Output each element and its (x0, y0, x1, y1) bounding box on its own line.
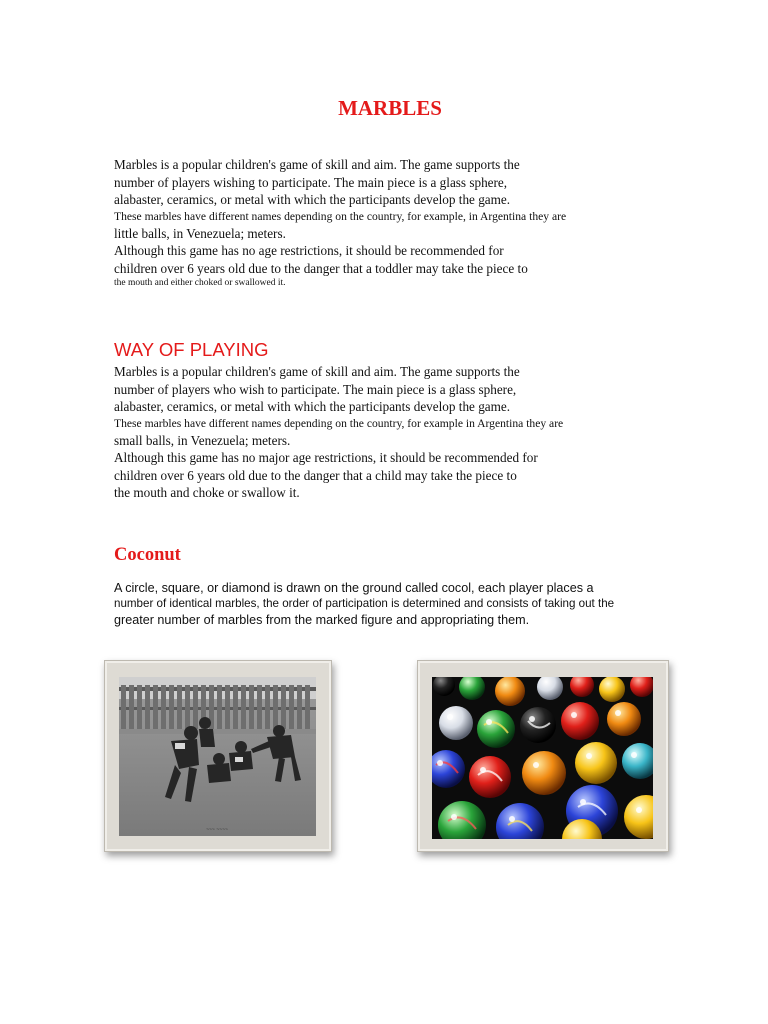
marbles-photo-frame (417, 660, 669, 852)
intro-line: children over 6 years old due to the danger that a toddler may take the piece to (114, 260, 528, 276)
way-line: number of players who wish to participate. The main piece is a glass sphere, (114, 381, 517, 397)
way-of-playing-heading: WAY OF PLAYING (114, 339, 269, 360)
intro-paragraph (114, 156, 674, 289)
intro-line: These marbles have different names depending on the country, for example, in Argentina they are (114, 209, 567, 223)
way-line: the mouth and choke or swallow it. (114, 485, 300, 500)
way-of-playing-paragraph (114, 363, 674, 502)
svg-text:~~~ ~~~~: ~~~ ~~~~ (206, 827, 228, 833)
intro-line: number of players wishing to participate. The main piece is a glass sphere, (114, 174, 508, 190)
way-line: Although this game has no major age restrictions, it should be recommended for (114, 450, 538, 465)
intro-line: the mouth and either choked or swallowed it. (114, 278, 286, 288)
children-photo-frame (104, 660, 332, 852)
coconut-line: greater number of marbles from the marked figure and appropriating them. (114, 613, 530, 627)
colorful-glass-marbles-photo (432, 677, 653, 839)
children-playing-marbles-photo (119, 677, 316, 836)
intro-line: Although this game has no age restrictions, it should be recommended for (114, 243, 504, 258)
children-photo-image (119, 677, 316, 836)
way-line: small balls, in Venezuela; meters. (114, 432, 291, 448)
coconut-line: number of identical marbles, the order of participation is determined and consists of taking out the (114, 597, 615, 610)
coconut-paragraph (114, 580, 674, 628)
coconut-heading: Coconut (114, 545, 181, 565)
way-line: Marbles is a popular children's game of skill and aim. The game supports the (114, 364, 520, 379)
intro-line: little balls, in Venezuela; meters. (114, 225, 286, 241)
way-line: These marbles have different names depending on the country, for example in Argentina they are (114, 416, 564, 430)
coconut-line: A circle, square, or diamond is drawn on the ground called cocol, each player places a (114, 581, 594, 595)
intro-line: Marbles is a popular children's game of skill and aim. The game supports the (114, 157, 520, 172)
intro-line: alabaster, ceramics, or metal with which the participants develop the game. (114, 192, 511, 207)
marbles-photo-image (432, 677, 653, 839)
page-title: MARBLES (338, 96, 442, 120)
way-line: alabaster, ceramics, or metal with which the participants develop the game. (114, 399, 511, 414)
way-line: children over 6 years old due to the danger that a child may take the piece to (114, 467, 517, 483)
